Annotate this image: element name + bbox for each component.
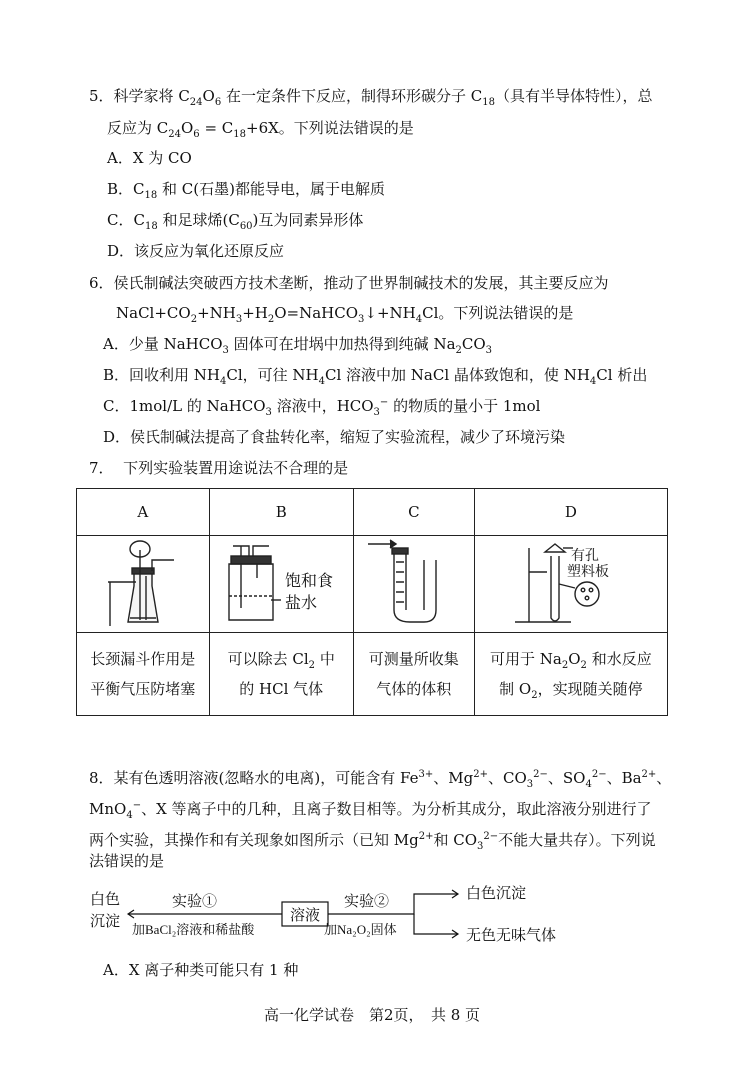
- flask-funnel-apparatus-icon: [88, 538, 198, 626]
- q8-stem-line-3: 两个实验，其操作和有关现象如图所示（已知 $Mg^{2+}$和 $CO_3^{2-}$不能大量共存）。下列说: [89, 831, 656, 852]
- desc-c: 可测量所收集 气体的体积: [353, 633, 474, 716]
- gas-washing-bottle-icon: [221, 538, 341, 626]
- q8-stem-line-2: MnO$_4$−、X 等离子中的几种，且离子数目相等。为分析其成分，取此溶液分别进行了: [89, 800, 652, 821]
- apparatus-b: [209, 536, 353, 633]
- kipp-like-apparatus-icon: [501, 538, 641, 626]
- desc-d: 可用于 $Na_2O_2$ 和水反应 制 $O_2$，实现随关随停: [474, 633, 667, 716]
- label-perforated-1: 有孔: [570, 547, 599, 563]
- label-perforated-2: 塑料板: [566, 563, 609, 579]
- flow-experiment-1-condition: 加BaCl₂溶液和稀盐酸: [132, 922, 255, 937]
- label-saline-1: 饱和食: [285, 573, 334, 590]
- page-footer: 高一化学试卷 第2页， 共 8 页: [263, 1006, 481, 1024]
- q5-option-c: C．$C_{18}$ 和足球烯$(C_{60})$互为同素异形体: [107, 211, 364, 232]
- desc-a: 长颈漏斗作用是 平衡气压防堵塞: [77, 633, 210, 716]
- flow-white-precipitate-left-2: 沉淀: [90, 914, 121, 930]
- flow-experiment-2-condition: 加Na₂O₂固体: [324, 922, 397, 937]
- q6-option-a: A．少量 NaHCO$_3$ 固体可在坩埚中加热得到纯碱 $Na_2CO_3$: [103, 335, 493, 356]
- q8-stem-line-1: 8．某有色透明溶液(忽略水的电离)，可能含有 $Fe^{3+}$、$Mg^{2+}$、$CO_3^{2-}$、$SO_4^{2-}$、$Ba^{2+}$、: [89, 769, 672, 790]
- gas-burette-icon: [364, 538, 464, 626]
- q6-stem-line-1: 6．侯氏制碱法突破西方技术垄断，推动了世界制碱技术的发展，其主要反应为: [89, 274, 609, 292]
- q5-option-d: D．该反应为氧化还原反应: [107, 242, 285, 260]
- q8-option-a: A．X 离子种类可能只有 1 种: [103, 961, 299, 979]
- apparatus-a: [77, 536, 210, 633]
- q7-apparatus-table: [76, 488, 668, 716]
- apparatus-d: [474, 536, 667, 633]
- q6-option-c: C．1mol/L 的 NaHCO$_3$ 溶液中，$HCO_3^-$ 的物质的量小于 1mol: [103, 397, 541, 418]
- q8-stem-line-4: 法错误的是: [89, 852, 165, 870]
- flow-experiment-1: 实验①: [172, 894, 218, 910]
- col-header-a: A: [77, 489, 210, 536]
- flow-output-colorless-gas: 无色无味气体: [466, 928, 557, 944]
- desc-b: 可以除去 $Cl_2$ 中 的 HCl 气体: [209, 633, 353, 716]
- flow-solution: 溶液: [290, 908, 321, 924]
- q5-stem-line-2: 反应为 $C_{24}O_6 = C_{18}+6X$。下列说法错误的是: [107, 119, 414, 140]
- q5-option-b: B．$C_{18}$ 和 C(石墨)都能导电，属于电解质: [107, 180, 385, 201]
- q5-option-a: A．X 为 CO: [107, 149, 192, 167]
- flow-experiment-2: 实验②: [344, 894, 390, 910]
- q6-equation: $NaCl+CO_2+NH_3+H_2O=NaHCO_3↓+NH_4Cl$。下列说法错误的是: [116, 304, 574, 325]
- q8-flow-diagram: [86, 880, 606, 950]
- label-saline-2: 盐水: [285, 595, 318, 612]
- flow-output-white-precipitate: 白色沉淀: [466, 886, 527, 902]
- q6-option-b: B．回收利用 $NH_4Cl$，可往 $NH_4Cl$ 溶液中加 NaCl 晶体致饱和，使 $NH_4Cl$ 析出: [103, 366, 648, 387]
- flow-white-precipitate-left-1: 白色: [90, 892, 121, 908]
- q6-option-d: D．侯氏制碱法提高了食盐转化率，缩短了实验流程，减少了环境污染: [103, 428, 566, 446]
- q7-stem: 7． 下列实验装置用途说法不合理的是: [89, 459, 349, 477]
- col-header-b: B: [209, 489, 353, 536]
- col-header-c: C: [353, 489, 474, 536]
- q5-stem-line-1: 5．科学家将 $C_{24}O_6$ 在一定条件下反应，制得环形碳分子 $C_{18}$（具有半导体特性），总: [89, 87, 653, 108]
- flow-arrow-down: [414, 914, 458, 934]
- apparatus-c: [353, 536, 474, 633]
- col-header-d: D: [474, 489, 667, 536]
